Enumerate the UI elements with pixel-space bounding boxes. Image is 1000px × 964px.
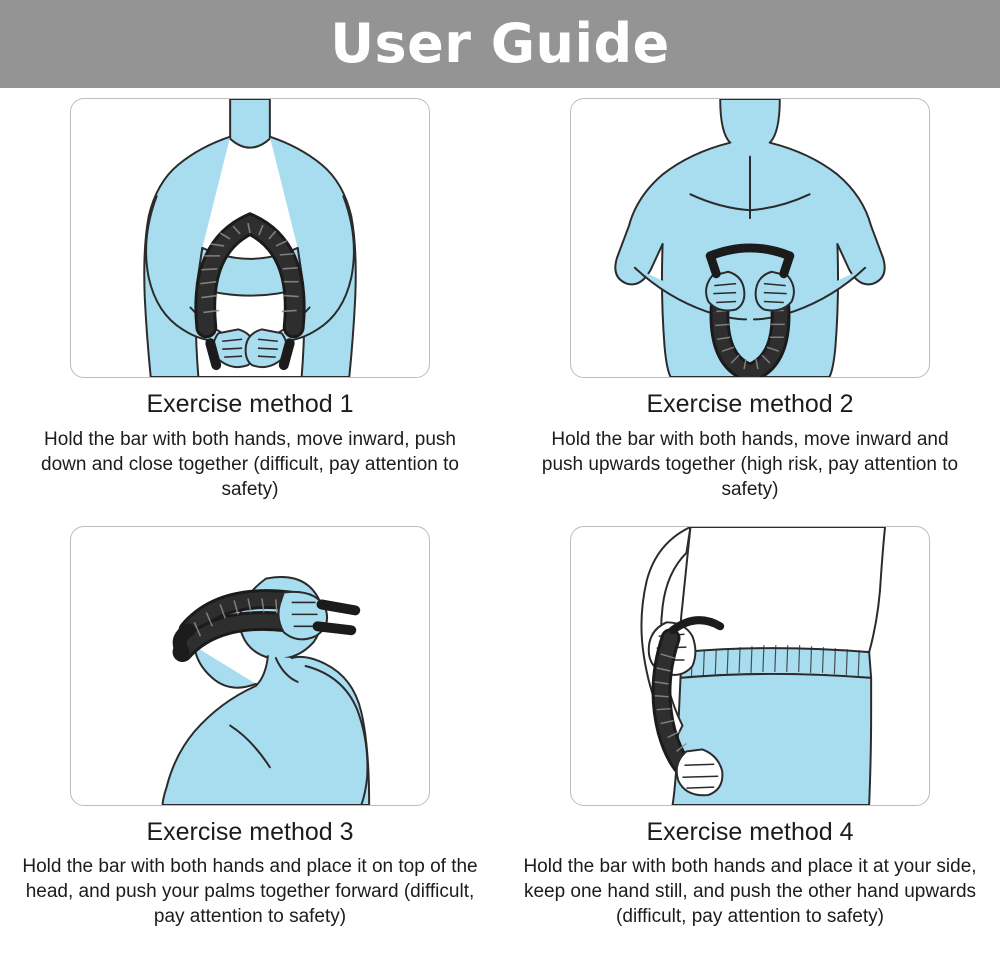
method-title-3: Exercise method 3 <box>146 817 354 846</box>
figure-torso-back <box>571 99 929 377</box>
illustration-method-3 <box>70 526 430 806</box>
header-bar <box>0 0 1000 88</box>
illustration-method-2 <box>570 98 930 378</box>
method-title-2: Exercise method 2 <box>646 390 854 418</box>
method-title-4: Exercise method 4 <box>646 817 854 846</box>
figure-side-overhead <box>71 527 429 805</box>
methods-grid <box>0 88 1000 935</box>
method-card-4 <box>500 502 1000 936</box>
method-card-2 <box>500 98 1000 502</box>
illustration-method-4 <box>570 526 930 806</box>
figure-hip-side <box>571 527 929 805</box>
method-description-2: Hold the bar with both hands, move inward and push upwards together (high risk, pay attention to safety) <box>541 428 959 500</box>
illustration-method-1 <box>70 98 430 378</box>
page-title: User Guide <box>330 12 670 75</box>
method-description-4: Hold the bar with both hands and place it at your side, keep one hand still, and push the other hand upwards (difficult, pay attention to safety) <box>523 856 977 928</box>
method-description-1: Hold the bar with both hands, move inward, push down and close together (difficult, pay attention to safety) <box>41 428 459 500</box>
method-card-1 <box>0 98 500 502</box>
method-card-3 <box>0 502 500 936</box>
method-description-3: Hold the bar with both hands and place it on top of the head, and push your palms together forward (difficult, pay attention to safety) <box>22 856 478 928</box>
figure-torso-front <box>71 99 429 377</box>
method-title-1: Exercise method 1 <box>146 390 354 418</box>
